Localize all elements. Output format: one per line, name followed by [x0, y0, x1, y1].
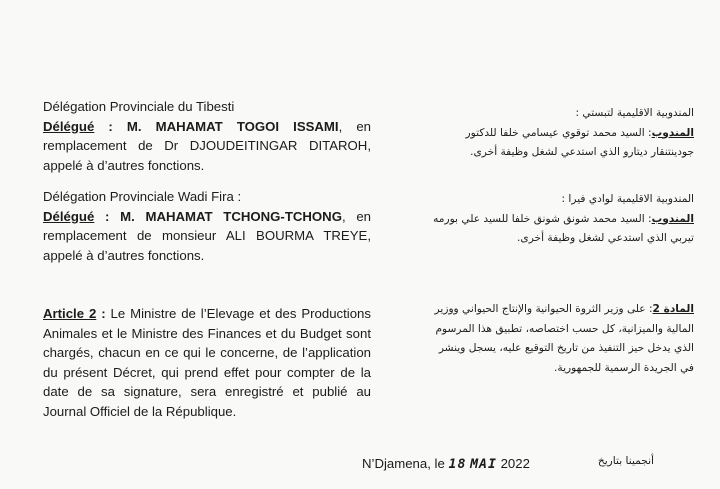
ar-wadi-fira-delegue-line1 [394, 210, 694, 230]
fr-tibesti-delegue-rest: , en remplacement de Dr DJOUDEITINGAR DITAROH, appelé à d’autres fonctions. [43, 118, 372, 173]
ar-tibesti-delegue-line2: جودينتنقار ديتارو الذي استدعي لشغل وظيفة أخرى. [470, 146, 694, 159]
ar-signature-line: أنجمينا بتاريخ [597, 455, 654, 467]
ar-article-2-line1 [394, 300, 694, 320]
ar-article-2-line1-rest: : على وزير الثروة الحيوانية والإنتاج الحيواني ووزير [434, 303, 653, 315]
fr-tibesti-delegue-label: Délégué [43, 118, 95, 134]
ar-article-2-line2: المالية والميزانية، كل حسب اختصاصه، تطبيق هذا المرسوم [435, 322, 694, 335]
ar-tibesti-delegue-rest: : السيد محمد توقوي عيسامي خلفا للدكتور [465, 126, 652, 139]
ar-wadi-fira-delegue-rest: : السيد محمد شونق شونق خلفا للسيد علي بورمه [433, 212, 652, 225]
ar-article-2-line3: الذي يدخل حيز التنفيذ من تاريخ التوقيع عليه، يسجل وينشر [438, 342, 694, 355]
fr-signature-month: MAI [470, 457, 497, 472]
fr-signature-place: N’Djamena, le [362, 456, 445, 471]
fr-signature-year: 2022 [500, 456, 530, 471]
ar-tibesti-header: المندوبية الاقليمية لتبستي : [575, 107, 694, 119]
ar-tibesti-section [394, 104, 694, 163]
fr-tibesti-section [43, 97, 371, 175]
ar-wadi-fira-header: المندوبية الاقليمية لوادي فيرا : [561, 193, 694, 205]
ar-tibesti-delegue-label: المندوب [651, 126, 694, 139]
fr-wadi-fira-header: Délégation Provinciale Wadi Fira : [43, 189, 242, 204]
ar-wadi-fira-delegue-label: المندوب [651, 212, 694, 225]
ar-article-2 [394, 300, 694, 378]
ar-tibesti-delegue-line1 [394, 124, 694, 144]
fr-article-2 [43, 304, 371, 422]
fr-signature-line [362, 456, 530, 472]
ar-wadi-fira-delegue-line2: تيربي الذي استدعي لشغل وظيفة أخرى. [517, 232, 694, 245]
fr-wadi-fira-delegue-label: Délégué [43, 208, 95, 224]
fr-article-2-sep: : [96, 306, 111, 321]
ar-article-2-label: المادة 2 [652, 303, 694, 315]
fr-tibesti-delegue-name: M. MAHAMAT TOGOI ISSAMI [126, 118, 339, 134]
fr-wadi-fira-delegue-rest: , en remplacement de monsieur ALI BOURMA TREYE, appelé à d’autres fonctions. [43, 208, 371, 263]
fr-article-2-text: Le Ministre de l’Elevage et des Productions Animales et le Ministre des Finances et du Budget sont chargés, chacun en ce qui le concerne, de l’application du présent Décret, qui prend effet pour compter de la date de sa signature, sera enregistré et publié au Journal Officiel de la République. [43, 306, 371, 419]
fr-wadi-fira-section [43, 187, 371, 265]
fr-article-2-label: Article 2 [43, 306, 97, 321]
fr-wadi-fira-delegue-sep: : [94, 208, 121, 224]
fr-tibesti-header: Délégation Provinciale du Tibesti [43, 99, 235, 114]
fr-signature-day: 18 [448, 457, 467, 472]
fr-wadi-fira-delegue [43, 207, 371, 266]
fr-tibesti-delegue-sep: : [94, 118, 127, 134]
fr-wadi-fira-delegue-name: M. MAHAMAT TCHONG-TCHONG [120, 208, 342, 224]
ar-article-2-line4: في الجريدة الرسمية للجمهورية. [554, 361, 694, 374]
fr-article-2-paragraph [43, 304, 371, 422]
fr-tibesti-delegue [43, 117, 371, 176]
ar-wadi-fira-section [394, 190, 694, 249]
